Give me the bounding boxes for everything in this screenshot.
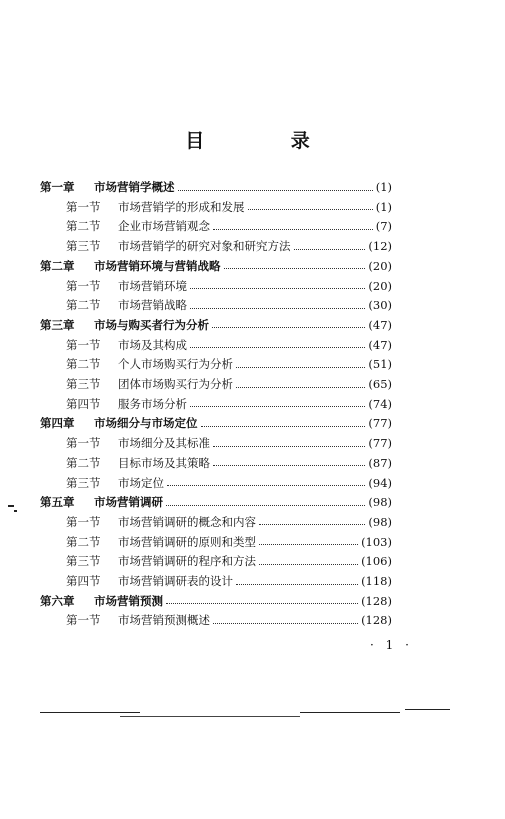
toc-entry-title: 市场营销调研的程序和方法 bbox=[118, 554, 256, 569]
scan-mark bbox=[8, 505, 14, 507]
toc-section-row bbox=[66, 237, 392, 255]
dot-leader bbox=[236, 584, 358, 585]
toc-entry-number: 第一节 bbox=[66, 278, 101, 293]
toc-entry-page: (20) bbox=[368, 278, 392, 293]
toc-section-row bbox=[66, 198, 392, 216]
toc-entry-number: 第二章 bbox=[40, 258, 75, 273]
dot-leader bbox=[213, 446, 365, 447]
toc-entry-title: 市场营销战略 bbox=[118, 298, 187, 313]
toc-entry-page: (77) bbox=[368, 416, 392, 431]
toc-entry-number: 第一节 bbox=[66, 436, 101, 451]
toc-entry-page: (51) bbox=[368, 357, 392, 372]
toc-entry-title: 市场营销学的研究对象和研究方法 bbox=[118, 239, 291, 254]
toc-entry-number: 第六章 bbox=[40, 593, 75, 608]
dot-leader bbox=[259, 524, 365, 525]
dot-leader bbox=[167, 485, 365, 486]
toc-entry-number: 第四节 bbox=[66, 396, 101, 411]
toc-entry-number: 第三章 bbox=[40, 317, 75, 332]
toc-entry-page: (1) bbox=[375, 199, 392, 214]
toc-entry-title: 市场与购买者行为分析 bbox=[94, 317, 209, 332]
dot-leader bbox=[248, 209, 373, 210]
toc-entry-page: (7) bbox=[375, 219, 392, 234]
toc-entry-title: 市场定位 bbox=[118, 475, 164, 490]
toc-entry-number: 第二节 bbox=[66, 455, 101, 470]
toc-entry-page: (20) bbox=[368, 258, 392, 273]
dot-leader bbox=[213, 465, 365, 466]
toc-section-row bbox=[66, 217, 392, 235]
toc-chapter-row bbox=[40, 592, 392, 610]
toc-entry-title: 目标市场及其策略 bbox=[118, 455, 210, 470]
scan-line bbox=[405, 709, 450, 710]
toc-entry-number: 第三节 bbox=[66, 554, 101, 569]
dot-leader bbox=[166, 505, 365, 506]
toc-chapter-row bbox=[40, 178, 392, 196]
dot-leader bbox=[236, 387, 365, 388]
dot-leader bbox=[166, 603, 358, 604]
toc-entry-title: 市场营销调研表的设计 bbox=[118, 574, 233, 588]
toc-entry-number: 第一章 bbox=[40, 180, 75, 194]
toc-entry-title: 服务市场分析 bbox=[118, 396, 187, 411]
toc-entry-number: 第二节 bbox=[66, 534, 101, 549]
toc-entry-title: 市场营销预测概述 bbox=[118, 613, 210, 628]
scan-line bbox=[120, 716, 300, 717]
toc-entry-title: 市场营销学概述 bbox=[94, 180, 175, 194]
toc-entry-title: 团体市场购买行为分析 bbox=[118, 377, 233, 391]
toc-section-row bbox=[66, 572, 392, 590]
dot-leader bbox=[213, 623, 358, 624]
toc-entry-title: 市场营销调研的原则和类型 bbox=[118, 534, 256, 549]
toc-entry-number: 第三节 bbox=[66, 475, 101, 490]
toc-entry-title: 市场营销预测 bbox=[94, 593, 163, 608]
toc-entry-page: (128) bbox=[361, 593, 392, 608]
toc-entry-page: (74) bbox=[368, 396, 392, 411]
toc-entry-page: (98) bbox=[368, 495, 392, 510]
toc-section-row bbox=[66, 552, 392, 570]
dot-leader bbox=[201, 426, 366, 427]
toc-entry-number: 第一节 bbox=[66, 199, 101, 214]
dot-leader bbox=[190, 288, 365, 289]
toc-entry-page: (1) bbox=[375, 180, 392, 194]
dot-leader bbox=[236, 367, 365, 368]
toc-entry-number: 第三节 bbox=[66, 239, 101, 254]
toc-entry-number: 第一节 bbox=[66, 613, 101, 628]
toc-section-row bbox=[66, 533, 392, 551]
toc-chapter-row bbox=[40, 316, 392, 334]
toc-entry-title: 市场营销调研的概念和内容 bbox=[118, 514, 256, 529]
toc-entry-number: 第二节 bbox=[66, 219, 101, 234]
toc-entry-page: (128) bbox=[361, 613, 392, 628]
toc-section-row bbox=[66, 375, 392, 393]
dot-leader bbox=[224, 268, 366, 269]
toc-entry-title: 市场营销学的形成和发展 bbox=[118, 199, 245, 214]
toc-section-row bbox=[66, 513, 392, 531]
toc-section-row bbox=[66, 454, 392, 472]
toc-entry-number: 第四节 bbox=[66, 574, 101, 588]
dot-leader bbox=[213, 229, 373, 230]
toc-section-row bbox=[66, 434, 392, 452]
toc-entry-number: 第二节 bbox=[66, 357, 101, 372]
dot-leader bbox=[190, 347, 365, 348]
toc-section-row bbox=[66, 355, 392, 373]
toc-section-row bbox=[66, 336, 392, 354]
dot-leader bbox=[259, 544, 358, 545]
toc-entry-title: 市场及其构成 bbox=[118, 337, 187, 352]
toc-chapter-row bbox=[40, 257, 392, 275]
dot-leader bbox=[178, 190, 373, 191]
scan-line bbox=[300, 712, 400, 713]
toc-entry-page: (65) bbox=[368, 377, 392, 391]
toc-section-row bbox=[66, 277, 392, 295]
toc-entry-page: (30) bbox=[368, 298, 392, 313]
toc-entry-title: 市场细分与市场定位 bbox=[94, 416, 198, 431]
toc-entry-page: (47) bbox=[368, 337, 392, 352]
toc-entry-page: (106) bbox=[361, 554, 392, 569]
toc-section-row bbox=[66, 474, 392, 492]
toc-entry-page: (98) bbox=[368, 514, 392, 529]
toc-entry-number: 第一节 bbox=[66, 514, 101, 529]
toc-entry-number: 第一节 bbox=[66, 337, 101, 352]
scan-line bbox=[40, 712, 140, 713]
toc-entry-title: 市场营销环境与营销战略 bbox=[94, 258, 221, 273]
toc-section-row bbox=[66, 611, 392, 629]
toc-entry-title: 个人市场购买行为分析 bbox=[118, 357, 233, 372]
toc-entry-number: 第五章 bbox=[40, 495, 75, 510]
toc-entry-title: 市场营销调研 bbox=[94, 495, 163, 510]
dot-leader bbox=[259, 564, 358, 565]
dot-leader bbox=[190, 406, 365, 407]
toc-entry-page: (12) bbox=[368, 239, 392, 254]
toc-entry-number: 第三节 bbox=[66, 377, 101, 391]
toc-entry-title: 市场营销环境 bbox=[118, 278, 187, 293]
toc-entry-title: 企业市场营销观念 bbox=[118, 219, 210, 234]
toc-chapter-row bbox=[40, 414, 392, 432]
toc-entry-page: (118) bbox=[361, 574, 392, 588]
toc-chapter-row bbox=[40, 493, 392, 511]
toc-entry-number: 第四章 bbox=[40, 416, 75, 431]
dot-leader bbox=[294, 249, 366, 250]
toc-section-row bbox=[66, 395, 392, 413]
toc-entry-page: (47) bbox=[368, 317, 392, 332]
page-number: · 1 · bbox=[370, 638, 413, 652]
dot-leader bbox=[212, 327, 365, 328]
toc-section-row bbox=[66, 296, 392, 314]
page-title: 目 录 bbox=[185, 130, 350, 152]
dot-leader bbox=[190, 308, 365, 309]
toc-entry-title: 市场细分及其标准 bbox=[118, 436, 210, 451]
toc-entry-page: (87) bbox=[368, 455, 392, 470]
scan-mark bbox=[14, 510, 17, 512]
toc-entry-page: (103) bbox=[361, 534, 392, 549]
toc-entry-page: (94) bbox=[368, 475, 392, 490]
toc-entry-number: 第二节 bbox=[66, 298, 101, 313]
toc-entry-page: (77) bbox=[368, 436, 392, 451]
